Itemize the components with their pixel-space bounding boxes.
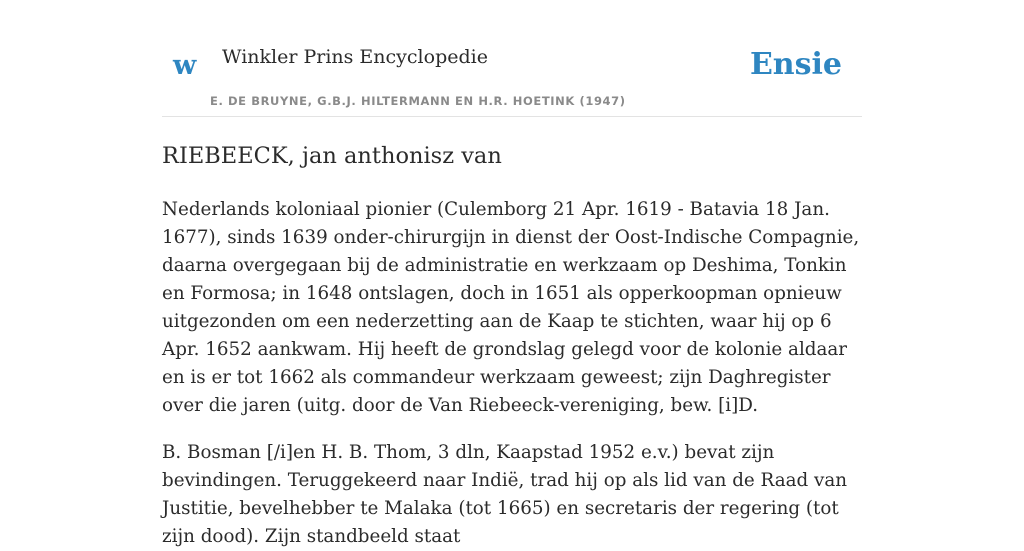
byline: E. DE BRUYNE, G.B.J. HILTERMANN EN H.R. HOETINK (1947) — [210, 94, 626, 108]
entry-paragraph-1: Nederlands koloniaal pionier (Culemborg 21 Apr. 1619 - Batavia 18 Jan. 1677), sinds 1639 onder-chirurgijn in dienst der Oost-Indische Compagnie, daarna overgegaan bij de administratie en werkzaam op Deshima, Tonkin en Formosa; in 1648 ontslagen, doch in 1651 als opperkoopman opnieuw uitgezonden om een nederzetting aan de Kaap te stichten, waar hij op 6 Apr. 1652 aankwam. Hij heeft de grondslag gelegd voor de kolonie aldaar en is er tot 1662 als commandeur werkzaam geweest; zijn Daghregister over die jaren (uitg. door de Van Riebeeck-vereniging, bew. [i]D. — [162, 199, 860, 417]
site-title[interactable]: Winkler Prins Encyclopedie — [222, 46, 488, 68]
entry-title: RIEBEECK, jan anthonisz van — [162, 143, 502, 169]
page — [162, 0, 862, 551]
header — [162, 0, 862, 117]
entry-paragraph-2: B. Bosman [/i]en H. B. Thom, 3 dln, Kaapstad 1952 e.v.) bevat zijn bevindingen. Teruggekeerd naar Indië, trad hij op als lid van de Raad van Justitie, bevelhebber te Malaka (tot 1665) en secretaris der regering (tot zijn dood). Zijn standbeeld staat — [162, 442, 848, 548]
ensie-logo-link[interactable]: Ensie — [749, 47, 842, 82]
winkler-prins-logo-icon[interactable]: w — [173, 50, 197, 81]
